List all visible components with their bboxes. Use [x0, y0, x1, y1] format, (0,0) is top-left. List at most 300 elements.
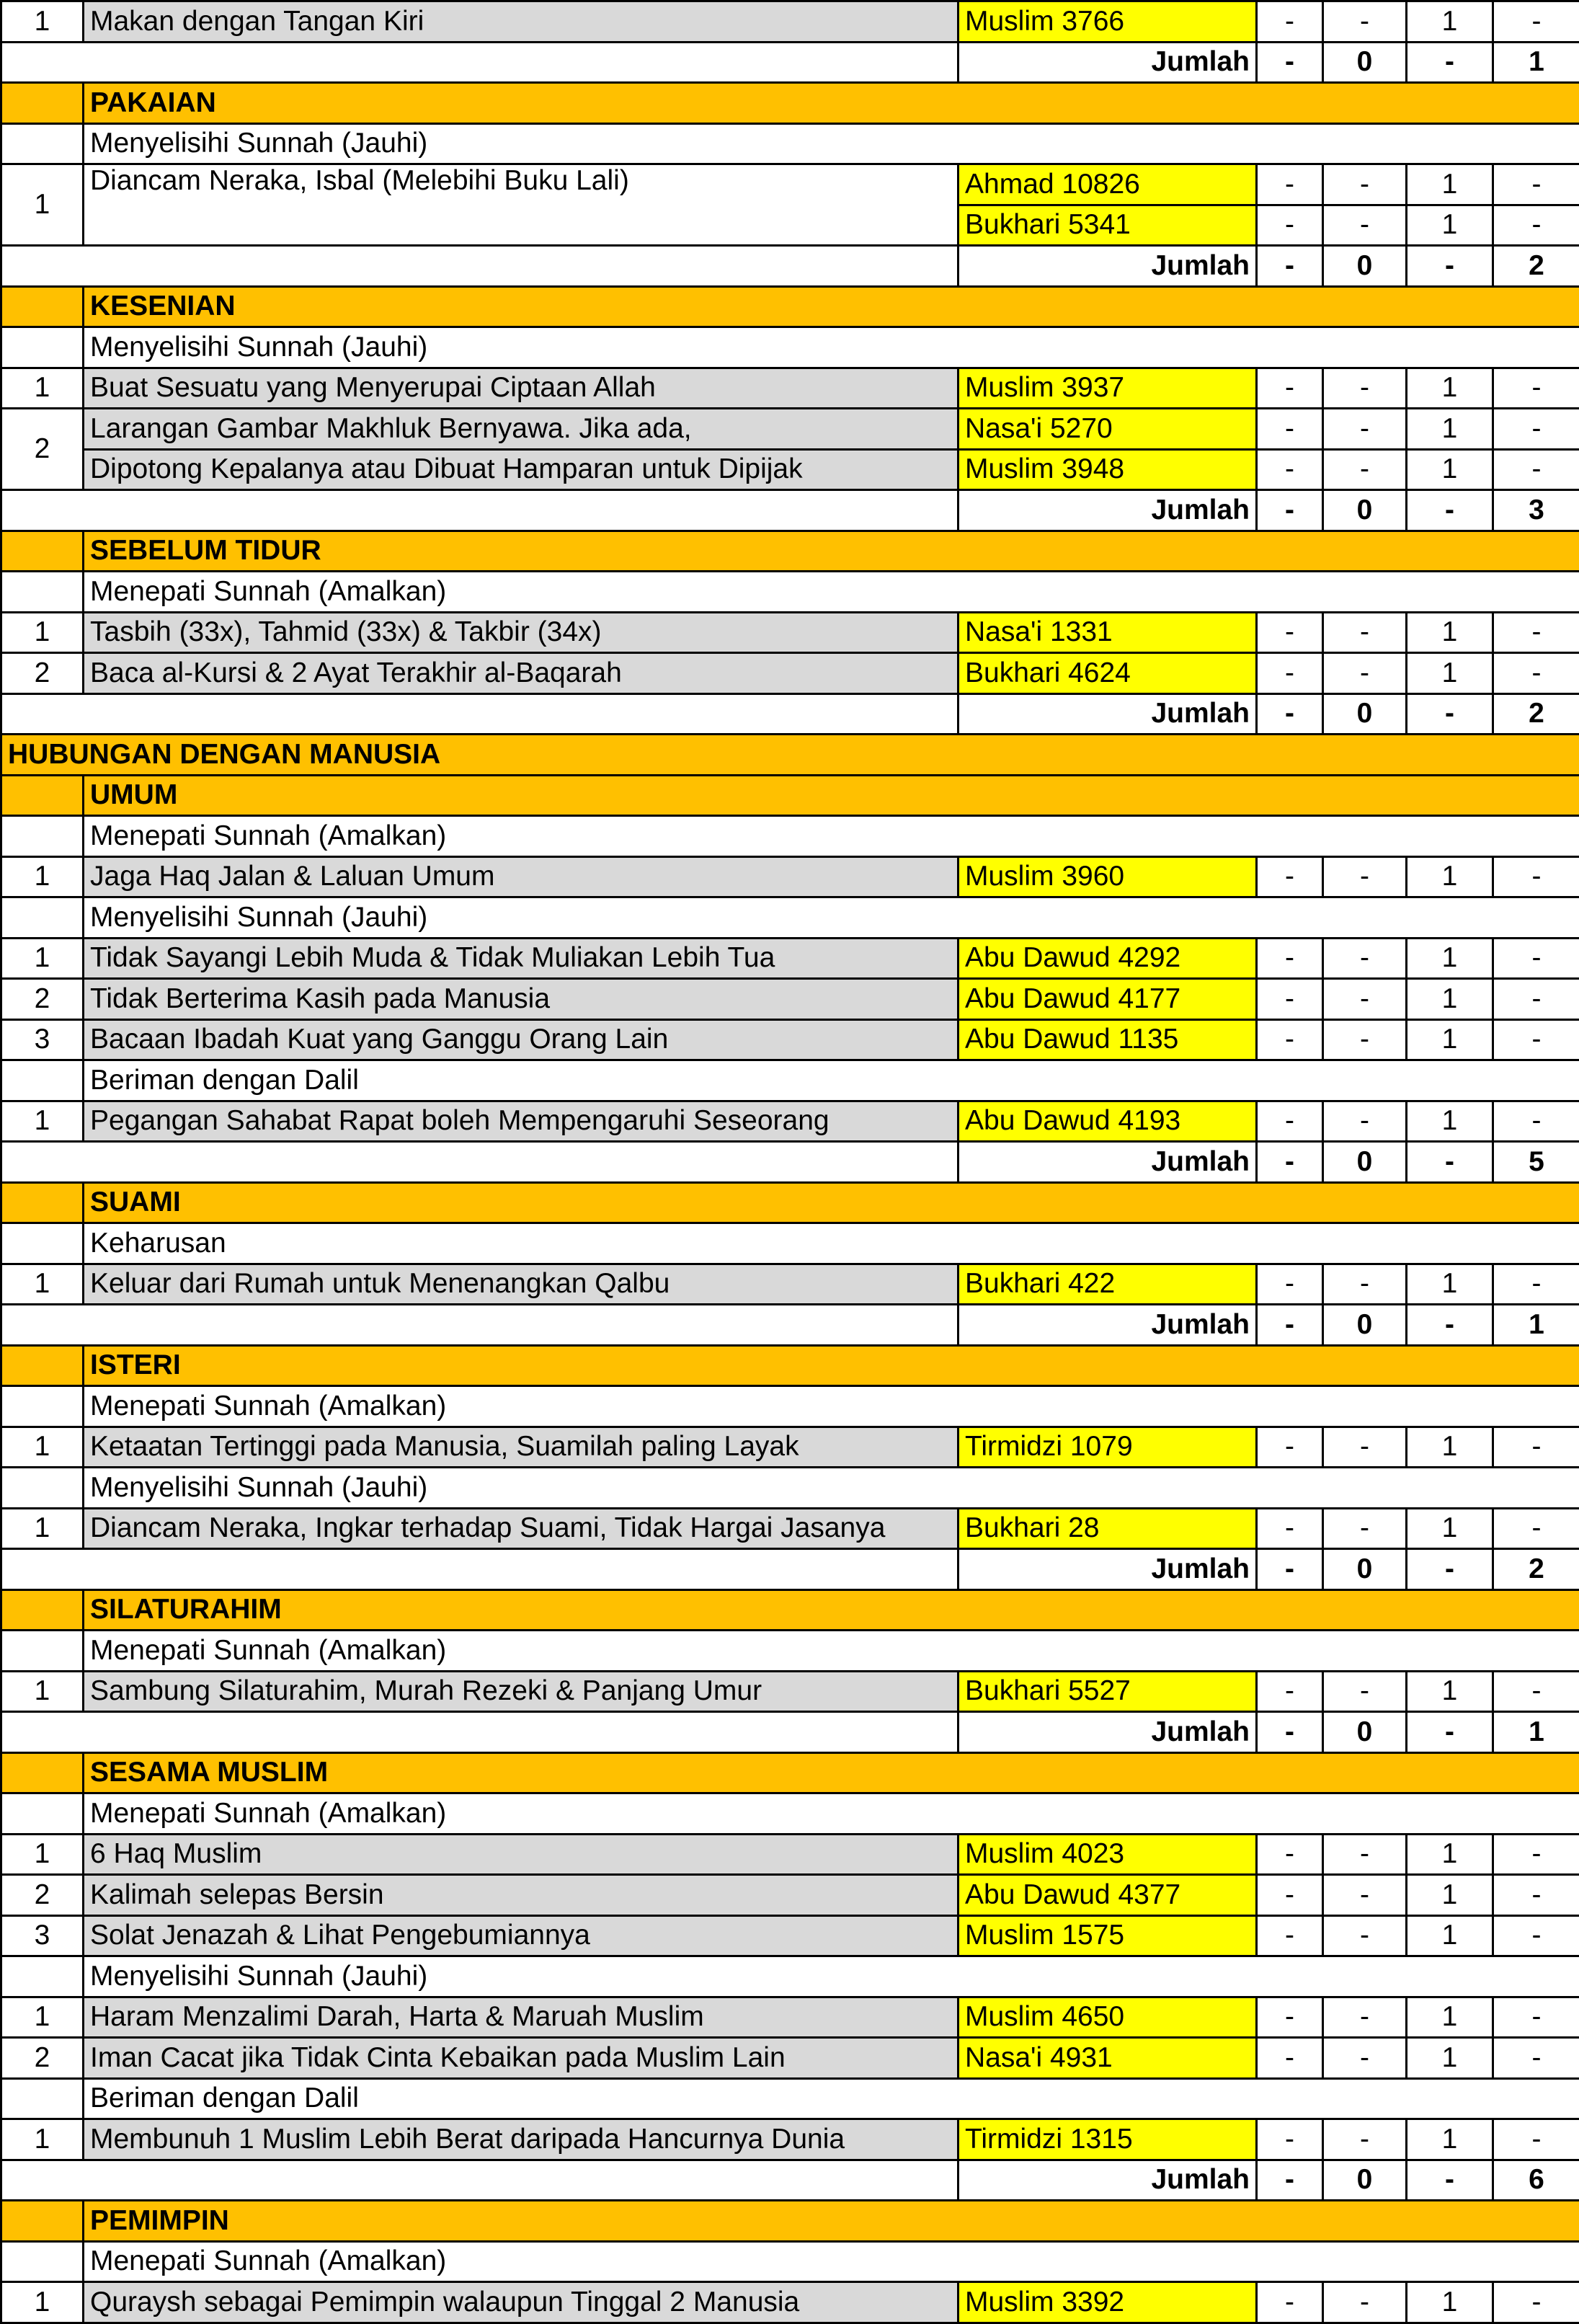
table-row [1, 2282, 1579, 2323]
hadith-reference: Ahmad 10826 [958, 164, 1257, 205]
value-cell: 1 [1407, 979, 1493, 1020]
total-value: - [1407, 42, 1493, 83]
total-label: Jumlah [958, 1142, 1257, 1183]
subsection-heading: Menyelisihi Sunnah (Jauhi) [84, 1468, 1579, 1509]
subsection-heading: Beriman dengan Dalil [84, 1060, 1579, 1101]
subsection-heading: Menyelisihi Sunnah (Jauhi) [84, 327, 1579, 368]
hadith-reference: Bukhari 4624 [958, 653, 1257, 694]
value-cell: 1 [1407, 1427, 1493, 1468]
value-cell: - [1323, 2119, 1407, 2160]
item-title: Bacaan Ibadah Kuat yang Ganggu Orang Lain [84, 1019, 958, 1060]
table-row [1, 409, 1579, 450]
value-cell: 1 [1407, 205, 1493, 246]
table-row [1, 490, 1579, 531]
total-value: 2 [1493, 693, 1579, 735]
row-spacer [1, 897, 84, 939]
table-row [1, 816, 1579, 857]
empty-cell [1, 490, 958, 531]
value-cell: 1 [1407, 164, 1493, 205]
category-heading: SEBELUM TIDUR [84, 531, 1579, 572]
table-row [1, 327, 1579, 368]
table-row [1, 1793, 1579, 1835]
row-number: 1 [1, 1508, 84, 1549]
table-row [1, 1508, 1579, 1549]
total-label: Jumlah [958, 246, 1257, 287]
row-spacer [1, 327, 84, 368]
value-cell: - [1493, 979, 1579, 1020]
value-cell: - [1257, 1427, 1323, 1468]
subsection-heading: Beriman dengan Dalil [84, 2078, 1579, 2119]
value-cell: - [1493, 409, 1579, 450]
item-title: Membunuh 1 Muslim Lebih Berat daripada Hancurnya Dunia [84, 2119, 958, 2160]
table-row [1, 164, 1579, 205]
category-heading: SILATURAHIM [84, 1589, 1579, 1631]
row-number: 1 [1, 368, 84, 409]
hadith-reference: Bukhari 28 [958, 1508, 1257, 1549]
table-row [1, 1386, 1579, 1427]
row-spacer [1, 286, 84, 327]
total-value: - [1407, 693, 1493, 735]
value-cell: 1 [1407, 1508, 1493, 1549]
total-value: 0 [1323, 1305, 1407, 1346]
value-cell: - [1323, 612, 1407, 653]
item-title: Baca al-Kursi & 2 Ayat Terakhir al-Baqarah [84, 653, 958, 694]
value-cell: - [1257, 368, 1323, 409]
hadith-reference: Bukhari 5341 [958, 205, 1257, 246]
item-title: Kalimah selepas Bersin [84, 1875, 958, 1916]
row-spacer [1, 1589, 84, 1631]
total-value: - [1257, 2160, 1323, 2201]
value-cell: - [1493, 1834, 1579, 1875]
empty-cell [1, 42, 958, 83]
hadith-reference: Muslim 3960 [958, 856, 1257, 897]
value-cell: - [1323, 449, 1407, 490]
table-row [1, 1, 1579, 43]
empty-cell [1, 2160, 958, 2201]
table-row [1, 1345, 1579, 1386]
value-cell: - [1493, 1427, 1579, 1468]
value-cell: - [1493, 2038, 1579, 2079]
total-label: Jumlah [958, 1549, 1257, 1590]
value-cell: 1 [1407, 1997, 1493, 2038]
table-row [1, 1427, 1579, 1468]
subsection-heading: Menepati Sunnah (Amalkan) [84, 2241, 1579, 2282]
total-value: 0 [1323, 490, 1407, 531]
row-number: 1 [1, 1264, 84, 1305]
value-cell: - [1323, 409, 1407, 450]
item-title: 6 Haq Muslim [84, 1834, 958, 1875]
empty-cell [1, 693, 958, 735]
total-value: 0 [1323, 1712, 1407, 1753]
total-label: Jumlah [958, 1712, 1257, 1753]
table-row [1, 653, 1579, 694]
row-spacer [1, 1793, 84, 1835]
value-cell: - [1323, 1997, 1407, 2038]
row-number: 3 [1, 1019, 84, 1060]
total-value: - [1257, 42, 1323, 83]
hadith-reference: Abu Dawud 1135 [958, 1019, 1257, 1060]
value-cell: - [1323, 1875, 1407, 1916]
value-cell: - [1493, 856, 1579, 897]
table-row [1, 1915, 1579, 1956]
value-cell: - [1493, 653, 1579, 694]
subsection-heading: Menepati Sunnah (Amalkan) [84, 816, 1579, 857]
row-spacer [1, 2241, 84, 2282]
hadith-reference: Muslim 4650 [958, 1997, 1257, 2038]
value-cell: - [1257, 2119, 1323, 2160]
value-cell: - [1323, 1, 1407, 43]
hadith-reference: Abu Dawud 4377 [958, 1875, 1257, 1916]
value-cell: - [1257, 979, 1323, 1020]
value-cell: 1 [1407, 1101, 1493, 1142]
row-number: 2 [1, 409, 84, 490]
row-spacer [1, 1468, 84, 1509]
table-row [1, 42, 1579, 83]
table-row [1, 2160, 1579, 2201]
table-row [1, 938, 1579, 979]
value-cell: - [1323, 2282, 1407, 2323]
value-cell: - [1493, 612, 1579, 653]
row-spacer [1, 1060, 84, 1101]
table-row [1, 897, 1579, 939]
item-title: Diancam Neraka, Ingkar terhadap Suami, Tidak Hargai Jasanya [84, 1508, 958, 1549]
value-cell: - [1493, 1019, 1579, 1060]
row-number: 1 [1, 1834, 84, 1875]
empty-cell [1, 1305, 958, 1346]
value-cell: 1 [1407, 449, 1493, 490]
row-number: 2 [1, 653, 84, 694]
value-cell: - [1323, 1264, 1407, 1305]
row-spacer [1, 2078, 84, 2119]
value-cell: - [1493, 1671, 1579, 1712]
table-row [1, 1834, 1579, 1875]
table-row [1, 2119, 1579, 2160]
hadith-reference: Muslim 3937 [958, 368, 1257, 409]
value-cell: - [1257, 1508, 1323, 1549]
value-cell: 1 [1407, 368, 1493, 409]
hadith-reference: Nasa'i 1331 [958, 612, 1257, 653]
table-row [1, 1671, 1579, 1712]
hadith-reference: Nasa'i 5270 [958, 409, 1257, 450]
value-cell: - [1323, 1915, 1407, 1956]
total-label: Jumlah [958, 42, 1257, 83]
total-value: 1 [1493, 1712, 1579, 1753]
value-cell: - [1257, 449, 1323, 490]
subsection-heading: Menyelisihi Sunnah (Jauhi) [84, 123, 1579, 164]
row-number: 1 [1, 164, 84, 246]
table-row [1, 1305, 1579, 1346]
item-title: Sambung Silaturahim, Murah Rezeki & Panjang Umur [84, 1671, 958, 1712]
total-value: 0 [1323, 1142, 1407, 1183]
row-spacer [1, 2201, 84, 2242]
item-title: Jaga Haq Jalan & Laluan Umum [84, 856, 958, 897]
table-row [1, 856, 1579, 897]
row-number: 2 [1, 2038, 84, 2079]
value-cell: - [1323, 368, 1407, 409]
value-cell: - [1257, 1875, 1323, 1916]
total-value: 5 [1493, 1142, 1579, 1183]
table-row [1, 83, 1579, 124]
row-number: 2 [1, 979, 84, 1020]
item-title: Ketaatan Tertinggi pada Manusia, Suamilah paling Layak [84, 1427, 958, 1468]
total-value: - [1407, 2160, 1493, 2201]
value-cell: - [1257, 205, 1323, 246]
value-cell: - [1493, 368, 1579, 409]
empty-cell [1, 1549, 958, 1590]
total-value: - [1407, 1549, 1493, 1590]
item-title: Tidak Sayangi Lebih Muda & Tidak Muliakan Lebih Tua [84, 938, 958, 979]
subsection-heading: Menepati Sunnah (Amalkan) [84, 572, 1579, 613]
row-spacer [1, 83, 84, 124]
item-title: Larangan Gambar Makhluk Bernyawa. Jika ada, [84, 409, 958, 450]
category-heading: UMUM [84, 775, 1579, 816]
value-cell: - [1493, 2119, 1579, 2160]
empty-cell [1, 1142, 958, 1183]
row-number: 1 [1, 612, 84, 653]
hadith-reference: Muslim 1575 [958, 1915, 1257, 1956]
subsection-heading: Menepati Sunnah (Amalkan) [84, 1631, 1579, 1672]
item-title: Tidak Berterima Kasih pada Manusia [84, 979, 958, 1020]
hadith-reference: Muslim 3392 [958, 2282, 1257, 2323]
value-cell: - [1323, 1019, 1407, 1060]
row-number: 1 [1, 1427, 84, 1468]
table-row [1, 1101, 1579, 1142]
subsection-heading: Menepati Sunnah (Amalkan) [84, 1386, 1579, 1427]
group-heading: HUBUNGAN DENGAN MANUSIA [1, 735, 1579, 776]
table-row [1, 1875, 1579, 1916]
value-cell: - [1257, 2282, 1323, 2323]
hadith-reference: Nasa'i 4931 [958, 2038, 1257, 2079]
subsection-heading: Menepati Sunnah (Amalkan) [84, 1793, 1579, 1835]
row-number: 2 [1, 1875, 84, 1916]
value-cell: - [1493, 449, 1579, 490]
table-row [1, 1264, 1579, 1305]
total-value: 6 [1493, 2160, 1579, 2201]
table-row [1, 449, 1579, 490]
table-row [1, 775, 1579, 816]
empty-cell [1, 1712, 958, 1753]
value-cell: - [1493, 205, 1579, 246]
table-row [1, 1019, 1579, 1060]
row-spacer [1, 572, 84, 613]
row-spacer [1, 1386, 84, 1427]
total-value: - [1257, 1142, 1323, 1183]
table-row [1, 1060, 1579, 1101]
value-cell: 1 [1407, 2282, 1493, 2323]
subsection-heading: Menyelisihi Sunnah (Jauhi) [84, 1956, 1579, 1997]
total-label: Jumlah [958, 2160, 1257, 2201]
table-row [1, 286, 1579, 327]
value-cell: - [1257, 1264, 1323, 1305]
total-label: Jumlah [958, 693, 1257, 735]
value-cell: - [1493, 1101, 1579, 1142]
total-value: - [1257, 1712, 1323, 1753]
row-number: 1 [1, 1101, 84, 1142]
table-row [1, 1589, 1579, 1631]
hadith-reference: Abu Dawud 4193 [958, 1101, 1257, 1142]
table-row [1, 979, 1579, 1020]
table-row [1, 1468, 1579, 1509]
row-number: 1 [1, 2282, 84, 2323]
category-heading: KESENIAN [84, 286, 1579, 327]
hadith-reference: Muslim 3948 [958, 449, 1257, 490]
value-cell: 1 [1407, 612, 1493, 653]
value-cell: 1 [1407, 1834, 1493, 1875]
value-cell: 1 [1407, 1671, 1493, 1712]
hadith-reference: Muslim 3766 [958, 1, 1257, 43]
category-heading: PAKAIAN [84, 83, 1579, 124]
hadith-reference: Tirmidzi 1315 [958, 2119, 1257, 2160]
item-title: Quraysh sebagai Pemimpin walaupun Tinggal 2 Manusia [84, 2282, 958, 2323]
row-spacer [1, 1956, 84, 1997]
value-cell: - [1323, 1427, 1407, 1468]
value-cell: - [1493, 1997, 1579, 2038]
hadith-reference: Tirmidzi 1079 [958, 1427, 1257, 1468]
value-cell: - [1493, 1915, 1579, 1956]
total-value: 0 [1323, 2160, 1407, 2201]
row-spacer [1, 775, 84, 816]
table-row [1, 693, 1579, 735]
value-cell: - [1323, 164, 1407, 205]
category-heading: SESAMA MUSLIM [84, 1752, 1579, 1793]
row-spacer [1, 1182, 84, 1223]
total-value: 0 [1323, 42, 1407, 83]
value-cell: - [1257, 164, 1323, 205]
value-cell: - [1257, 1101, 1323, 1142]
value-cell: 1 [1407, 409, 1493, 450]
item-title: Buat Sesuatu yang Menyerupai Ciptaan Allah [84, 368, 958, 409]
row-spacer [1, 1223, 84, 1264]
table-row [1, 612, 1579, 653]
value-cell: - [1257, 938, 1323, 979]
value-cell: - [1257, 1915, 1323, 1956]
hadith-reference: Bukhari 5527 [958, 1671, 1257, 1712]
total-value: 0 [1323, 1549, 1407, 1590]
hadith-reference: Abu Dawud 4177 [958, 979, 1257, 1020]
total-value: - [1257, 490, 1323, 531]
total-label: Jumlah [958, 490, 1257, 531]
item-title: Haram Menzalimi Darah, Harta & Maruah Muslim [84, 1997, 958, 2038]
value-cell: 1 [1407, 1, 1493, 43]
row-spacer [1, 1752, 84, 1793]
value-cell: - [1493, 164, 1579, 205]
category-heading: ISTERI [84, 1345, 1579, 1386]
table-row [1, 2078, 1579, 2119]
value-cell: - [1323, 205, 1407, 246]
row-number: 1 [1, 938, 84, 979]
value-cell: - [1323, 1671, 1407, 1712]
table-row [1, 2201, 1579, 2242]
subsection-heading: Menyelisihi Sunnah (Jauhi) [84, 897, 1579, 939]
row-number: 1 [1, 1671, 84, 1712]
total-value: - [1407, 246, 1493, 287]
value-cell: - [1257, 653, 1323, 694]
table-row [1, 572, 1579, 613]
value-cell: - [1323, 2038, 1407, 2079]
total-value: 0 [1323, 693, 1407, 735]
value-cell: - [1323, 1101, 1407, 1142]
table-row [1, 246, 1579, 287]
total-value: 1 [1493, 42, 1579, 83]
value-cell: - [1493, 938, 1579, 979]
total-value: 0 [1323, 246, 1407, 287]
item-title: Iman Cacat jika Tidak Cinta Kebaikan pada Muslim Lain [84, 2038, 958, 2079]
table-row [1, 1182, 1579, 1223]
item-title: Tasbih (33x), Tahmid (33x) & Takbir (34x) [84, 612, 958, 653]
value-cell: 1 [1407, 1915, 1493, 1956]
table-row [1, 368, 1579, 409]
row-number: 1 [1, 1, 84, 43]
value-cell: 1 [1407, 1875, 1493, 1916]
item-title: Keluar dari Rumah untuk Menenangkan Qalbu [84, 1264, 958, 1305]
total-value: 2 [1493, 246, 1579, 287]
row-number: 1 [1, 2119, 84, 2160]
table-row [1, 1631, 1579, 1672]
value-cell: - [1323, 1834, 1407, 1875]
hadith-reference: Bukhari 422 [958, 1264, 1257, 1305]
total-value: - [1257, 246, 1323, 287]
value-cell: - [1323, 1508, 1407, 1549]
total-value: 3 [1493, 490, 1579, 531]
total-value: 1 [1493, 1305, 1579, 1346]
value-cell: - [1257, 409, 1323, 450]
total-value: - [1407, 1305, 1493, 1346]
value-cell: 1 [1407, 1019, 1493, 1060]
value-cell: - [1257, 856, 1323, 897]
value-cell: - [1323, 653, 1407, 694]
value-cell: - [1257, 1019, 1323, 1060]
row-spacer [1, 123, 84, 164]
total-value: - [1257, 1305, 1323, 1346]
item-title: Dipotong Kepalanya atau Dibuat Hamparan untuk Dipijak [84, 449, 958, 490]
item-title: Solat Jenazah & Lihat Pengebumiannya [84, 1915, 958, 1956]
category-heading: SUAMI [84, 1182, 1579, 1223]
value-cell: - [1493, 1264, 1579, 1305]
subsection-heading: Keharusan [84, 1223, 1579, 1264]
total-label: Jumlah [958, 1305, 1257, 1346]
value-cell: - [1257, 1671, 1323, 1712]
table-row [1, 1549, 1579, 1590]
table-row [1, 1997, 1579, 2038]
table-row [1, 1956, 1579, 1997]
empty-cell [1, 246, 958, 287]
table-row [1, 1712, 1579, 1753]
value-cell: 1 [1407, 2119, 1493, 2160]
hadith-reference: Abu Dawud 4292 [958, 938, 1257, 979]
item-title: Pegangan Sahabat Rapat boleh Mempengaruhi Seseorang [84, 1101, 958, 1142]
value-cell: - [1493, 2282, 1579, 2323]
total-value: - [1257, 1549, 1323, 1590]
total-value: - [1407, 490, 1493, 531]
value-cell: - [1257, 2038, 1323, 2079]
value-cell: - [1257, 1834, 1323, 1875]
row-number: 1 [1, 856, 84, 897]
value-cell: 1 [1407, 1264, 1493, 1305]
table-row [1, 735, 1579, 776]
item-title: Diancam Neraka, Isbal (Melebihi Buku Lali) [84, 164, 958, 246]
value-cell: - [1323, 856, 1407, 897]
row-number: 1 [1, 1997, 84, 2038]
value-cell: - [1257, 1997, 1323, 2038]
value-cell: - [1493, 1875, 1579, 1916]
hadith-reference: Muslim 4023 [958, 1834, 1257, 1875]
value-cell: 1 [1407, 856, 1493, 897]
row-spacer [1, 1631, 84, 1672]
row-spacer [1, 531, 84, 572]
row-spacer [1, 1345, 84, 1386]
table-row [1, 1223, 1579, 1264]
table-row [1, 531, 1579, 572]
